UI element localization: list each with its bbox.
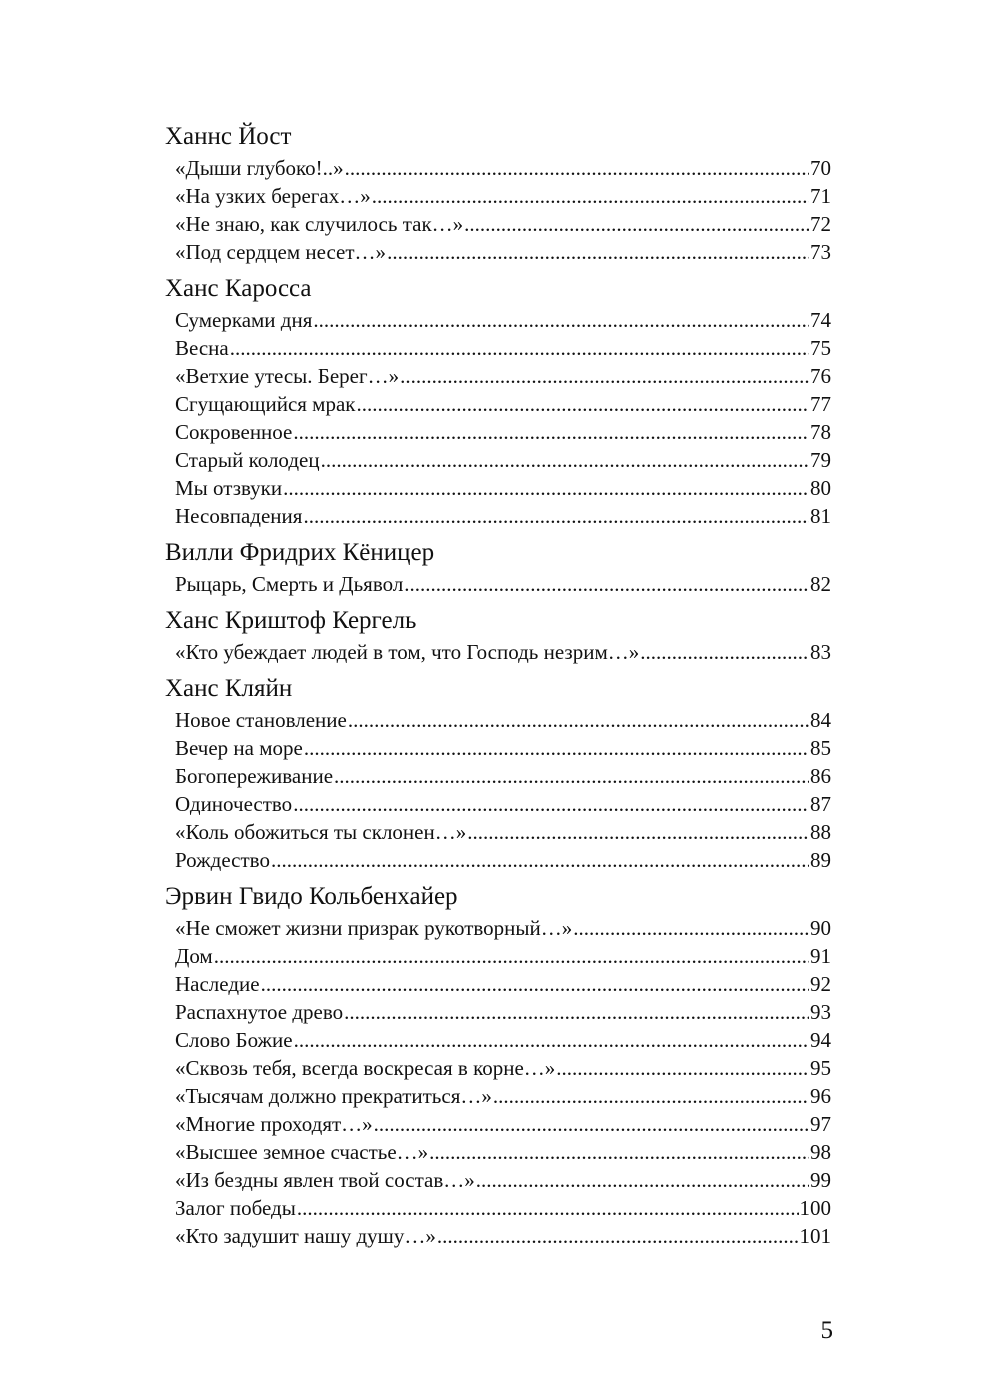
entry-title: Одиночество	[175, 792, 293, 816]
dot-leader	[334, 762, 809, 790]
entry-title: «Сквозь тебя, всегда воскресая в корне…»	[175, 1056, 556, 1080]
entry-title: «На узких берегах…»	[175, 184, 371, 208]
toc-entry	[175, 1222, 831, 1250]
entry-title: Новое становление	[175, 708, 347, 732]
entry-title: Старый колодец	[175, 448, 320, 472]
toc-section	[165, 120, 831, 266]
toc-entry	[175, 502, 831, 530]
toc-section	[165, 672, 831, 874]
toc-entry	[175, 154, 831, 182]
toc-entry	[175, 210, 831, 238]
dot-leader	[464, 210, 809, 238]
entry-page-number: 95	[810, 1056, 831, 1080]
toc-entry	[175, 390, 831, 418]
toc-entry	[175, 790, 831, 818]
dot-leader	[556, 1054, 809, 1082]
dot-leader	[271, 846, 809, 874]
toc-entry	[175, 914, 831, 942]
entry-page-number: 93	[810, 1000, 831, 1024]
entry-page-number: 85	[810, 736, 831, 760]
author-heading: Ханс Криштоф Кергель	[165, 607, 417, 634]
entry-title: Мы отзвуки	[175, 476, 283, 500]
dot-leader	[437, 1222, 799, 1250]
page-number: 5	[820, 1317, 833, 1344]
entry-page-number: 91	[810, 944, 831, 968]
dot-leader	[400, 362, 809, 390]
entry-page-number: 84	[810, 708, 831, 732]
entry-title: «Не сможет жизни призрак рукотворный…»	[175, 916, 573, 940]
toc-entry	[175, 762, 831, 790]
dot-leader	[348, 706, 809, 734]
entry-title: Вечер на море	[175, 736, 303, 760]
entry-page-number: 98	[810, 1140, 831, 1164]
entry-title: Распахнутое древо	[175, 1000, 344, 1024]
entry-title: «Высшее земное счастье…»	[175, 1140, 429, 1164]
dot-leader	[387, 238, 809, 266]
toc-entry	[175, 998, 831, 1026]
dot-leader	[261, 970, 809, 998]
toc-entry	[175, 706, 831, 734]
toc-entry	[175, 362, 831, 390]
entry-page-number: 92	[810, 972, 831, 996]
entry-page-number: 80	[810, 476, 831, 500]
author-heading: Вилли Фридрих Кёницер	[165, 539, 435, 566]
entry-page-number: 89	[810, 848, 831, 872]
dot-leader	[293, 418, 809, 446]
toc-entry	[175, 1166, 831, 1194]
entry-page-number: 77	[810, 392, 831, 416]
dot-leader	[303, 502, 809, 530]
toc-entry	[175, 474, 831, 502]
dot-leader	[573, 914, 809, 942]
dot-leader	[357, 390, 810, 418]
entry-title: Слово Божие	[175, 1028, 293, 1052]
entry-page-number: 81	[810, 504, 831, 528]
dot-leader	[297, 1194, 799, 1222]
dot-leader	[344, 998, 809, 1026]
dot-leader	[214, 942, 809, 970]
toc-entry	[175, 942, 831, 970]
entry-page-number: 71	[810, 184, 831, 208]
entry-page-number: 82	[810, 572, 831, 596]
entry-title: Рыцарь, Смерть и Дьявол	[175, 572, 404, 596]
toc-entry	[175, 306, 831, 334]
dot-leader	[230, 334, 809, 362]
toc-section	[165, 604, 831, 666]
dot-leader	[304, 734, 809, 762]
toc-entry	[175, 182, 831, 210]
entry-page-number: 94	[810, 1028, 831, 1052]
entry-title: «Многие проходят…»	[175, 1112, 373, 1136]
entry-page-number: 74	[810, 308, 831, 332]
author-heading: Эрвин Гвидо Кольбенхайер	[165, 883, 458, 910]
toc-entry	[175, 570, 831, 598]
entry-page-number: 73	[810, 240, 831, 264]
toc-entry	[175, 818, 831, 846]
entry-page-number: 101	[799, 1224, 831, 1248]
entry-title: Сгущающийся мрак	[175, 392, 356, 416]
entry-page-number: 90	[810, 916, 831, 940]
entry-page-number: 76	[810, 364, 831, 388]
entry-title: «Из бездны явлен твой состав…»	[175, 1168, 475, 1192]
dot-leader	[345, 154, 809, 182]
entry-page-number: 99	[810, 1168, 831, 1192]
toc-section	[165, 272, 831, 530]
entry-title: «Под сердцем несет…»	[175, 240, 387, 264]
toc-entry	[175, 1194, 831, 1222]
toc-entry	[175, 970, 831, 998]
entry-title: «Тысячам должно прекратиться…»	[175, 1084, 492, 1108]
author-heading: Ханс Кляйн	[165, 675, 293, 702]
entry-title: Богопереживание	[175, 764, 334, 788]
toc-entry	[175, 1054, 831, 1082]
toc-entry	[175, 846, 831, 874]
entry-page-number: 78	[810, 420, 831, 444]
dot-leader	[313, 306, 809, 334]
entry-page-number: 100	[799, 1196, 831, 1220]
entry-page-number: 87	[810, 792, 831, 816]
entry-title: «Не знаю, как случилось так…»	[175, 212, 464, 236]
dot-leader	[429, 1138, 809, 1166]
dot-leader	[321, 446, 809, 474]
toc-entry	[175, 334, 831, 362]
entry-title: «Коль обожиться ты склонен…»	[175, 820, 467, 844]
toc-entry	[175, 1138, 831, 1166]
entry-title: Сокровенное	[175, 420, 293, 444]
entry-title: Дом	[175, 944, 213, 968]
dot-leader	[293, 790, 809, 818]
toc-entry	[175, 446, 831, 474]
entry-title: «Ветхие утесы. Берег…»	[175, 364, 400, 388]
dot-leader	[404, 570, 809, 598]
toc-entry	[175, 1026, 831, 1054]
table-of-contents	[165, 120, 831, 1256]
toc-entry	[175, 418, 831, 446]
entry-page-number: 88	[810, 820, 831, 844]
dot-leader	[294, 1026, 809, 1054]
entry-title: «Кто убеждает людей в том, что Господь незрим…»	[175, 640, 640, 664]
entry-page-number: 97	[810, 1112, 831, 1136]
entry-title: «Дыши глубоко!..»	[175, 156, 344, 180]
entry-title: Сумерками дня	[175, 308, 313, 332]
toc-entry	[175, 734, 831, 762]
dot-leader	[640, 638, 809, 666]
toc-entry	[175, 1110, 831, 1138]
dot-leader	[374, 1110, 809, 1138]
entry-page-number: 70	[810, 156, 831, 180]
dot-leader	[476, 1166, 809, 1194]
entry-page-number: 75	[810, 336, 831, 360]
toc-section	[165, 880, 831, 1250]
author-heading: Ханс Каросса	[165, 275, 312, 302]
entry-page-number: 83	[810, 640, 831, 664]
entry-title: Рождество	[175, 848, 270, 872]
dot-leader	[283, 474, 809, 502]
toc-entry	[175, 238, 831, 266]
toc-entry	[175, 1082, 831, 1110]
entry-page-number: 79	[810, 448, 831, 472]
toc-section	[165, 536, 831, 598]
entry-page-number: 96	[810, 1084, 831, 1108]
author-heading: Ханнс Йост	[165, 123, 292, 150]
toc-entry	[175, 638, 831, 666]
dot-leader	[467, 818, 809, 846]
entry-page-number: 86	[810, 764, 831, 788]
dot-leader	[493, 1082, 809, 1110]
entry-title: Залог победы	[175, 1196, 296, 1220]
entry-page-number: 72	[810, 212, 831, 236]
entry-title: Несовпадения	[175, 504, 303, 528]
entry-title: «Кто задушит нашу душу…»	[175, 1224, 436, 1248]
entry-title: Весна	[175, 336, 229, 360]
dot-leader	[372, 182, 809, 210]
entry-title: Наследие	[175, 972, 260, 996]
